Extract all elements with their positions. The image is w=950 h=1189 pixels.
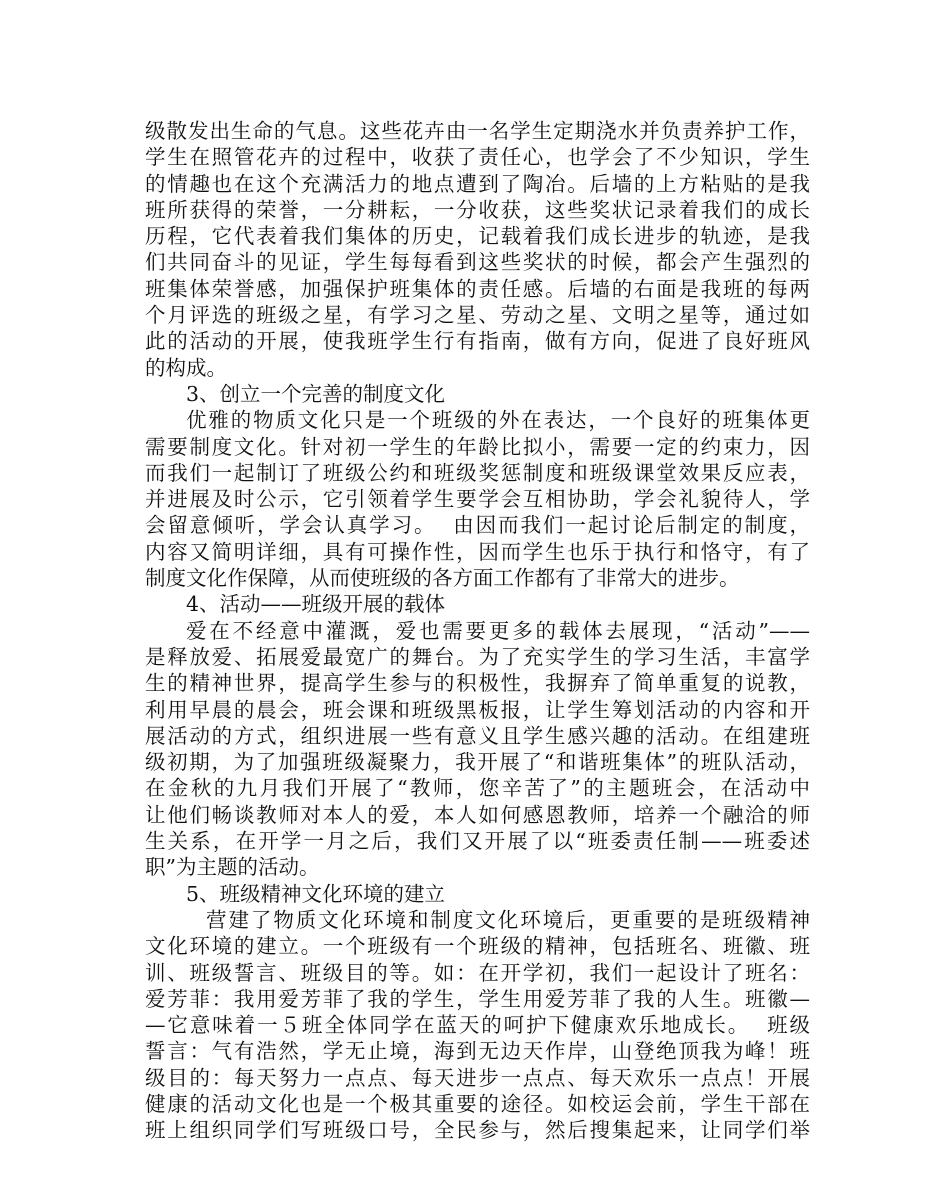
text-line: 文化环境的建立。一个班级有一个班级的精神，包括班名、班徽、班 [145,934,810,959]
text-line: 誓言：气有浩然，学无止境，海到无边天作岸，山登绝顶我为峰！班 [145,1039,810,1064]
text-line: 内容又简明详细，具有可操作性，因而学生也乐于执行和恪守，有了 [145,539,810,564]
text-line: 生的精神世界，提高学生参与的积极性，我摒弃了简单重复的说教， [145,671,810,696]
document-page [145,118,810,1144]
text-line: 们共同奋斗的见证，学生每每看到这些奖状的时候，都会产生强烈的 [145,250,810,275]
text-line: 在金秋的九月我们开展了“教师，您辛苦了”的主题班会，在活动中 [145,776,810,801]
text-line: 爱在不经意中灌溉，爱也需要更多的载体去展现，“活动”—— [186,618,810,643]
text-line: 生关系，在开学一月之后，我们又开展了以“班委责任制——班委述 [145,829,810,854]
text-line: —它意味着一５班全体同学在蓝天的呵护下健康欢乐地成长。 班级 [145,1013,810,1038]
text-line: 会留意倾听，学会认真学习。 由因而我们一起讨论后制定的制度， [145,513,810,538]
text-line: 让他们畅谈教师对本人的爱，本人如何感恩教师，培养一个融洽的师 [145,802,810,827]
text-line: 健康的活动文化也是一个极其重要的途径。如校运会前，学生干部在 [145,1091,810,1116]
text-line: 学生在照管花卉的过程中，收获了责任心，也学会了不少知识，学生 [145,145,810,170]
text-line: 5、班级精神文化环境的建立 [186,881,446,906]
text-line: 班上组织同学们写班级口号，全民参与，然后搜集起来，让同学们举 [145,1118,810,1143]
text-line: 历程，它代表着我们集体的历史，记载着我们成长进步的轨迹，是我 [145,224,810,249]
text-line: 级散发出生命的气息。这些花卉由一名学生定期浇水并负责养护工作， [145,119,810,143]
text-line: 是释放爱、拓展爱最宽广的舞台。为了充实学生的学习生活，丰富学 [145,644,810,669]
text-line: 展活动的方式，组织进展一些有意义且学生感兴趣的活动。在组建班 [145,723,810,748]
text-line: 级初期，为了加强班级凝聚力，我开展了“和谐班集体”的班队活动， [145,750,810,775]
text-line: 3、创立一个完善的制度文化 [186,381,446,406]
text-line: 的情趣也在这个充满活力的地点遭到了陶冶。后墙的上方粘贴的是我 [145,171,810,196]
text-line: 此的活动的开展，使我班学生行有指南，做有方向，促进了良好班风 [145,329,810,354]
text-line: 而我们一起制订了班级公约和班级奖惩制度和班级课堂效果反应表， [145,460,810,485]
text-line: 利用早晨的晨会，班会课和班级黑板报，让学生筹划活动的内容和开 [145,697,810,722]
text-line: 需要制度文化。针对初一学生的年龄比拟小，需要一定的约束力，因 [145,434,810,459]
text-line: 4、活动——班级开展的载体 [186,592,446,617]
text-line: 优雅的物质文化只是一个班级的外在表达，一个良好的班集体更 [186,408,810,433]
text-line: 制度文化作保障，从而使班级的各方面工作都有了非常大的进步。 [145,566,740,591]
text-line: 并进展及时公示，它引领着学生要学会互相协助，学会礼貌待人，学 [145,487,810,512]
text-line: 个月评选的班级之星，有学习之星、劳动之星、文明之星等，通过如 [145,303,810,328]
text-line: 训、班级誓言、班级目的等。如：在开学初，我们一起设计了班名： [145,960,810,985]
text-line: 级目的：每天努力一点点、每天进步一点点、每天欢乐一点点！开展 [145,1065,810,1090]
text-line: 班所获得的荣誉，一分耕耘，一分收获，这些奖状记录着我们的成长 [145,197,810,222]
text-line: 营建了物质文化环境和制度文化环境后，更重要的是班级精神 [206,907,810,932]
text-line: 职”为主题的活动。 [145,855,320,880]
text-line: 班集体荣誉感，加强保护班集体的责任感。后墙的右面是我班的每两 [145,276,810,301]
text-line: 爱芳菲：我用爱芳菲了我的学生，学生用爱芳菲了我的人生。班徽— [145,986,810,1011]
text-line: 的构成。 [145,355,227,380]
